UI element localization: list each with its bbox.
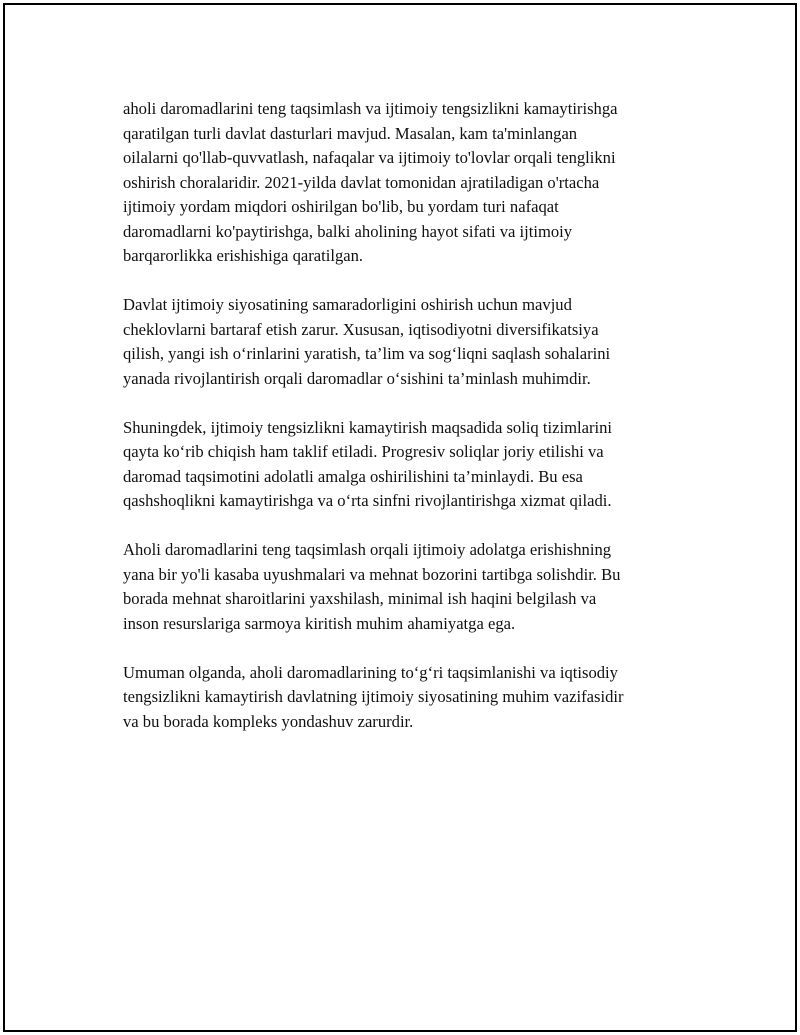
paragraph-4: Aholi daromadlarini teng taqsimlash orqali ijtimoiy adolatga erishishning yana bir yo'li kasaba uyushmalari va mehnat bozorini tartibga solishdir. Bu borada mehnat sharoitlarini yaxshilash, minimal ish haqini belgilash va inson resurslariga sarmoya kiritish muhim ahamiyatga ega. bbox=[123, 540, 621, 633]
document-body bbox=[123, 97, 703, 759]
page-border bbox=[3, 3, 797, 1032]
paragraph-5: Umuman olganda, aholi daromadlarining to‘g‘ri taqsimlanishi va iqtisodiy tengsizlikni kamaytirish davlatning ijtimoiy siyosatining muhim vazifasidir va bu borada kompleks yondashuv zarurdir. bbox=[123, 662, 624, 731]
paragraph-1: aholi daromadlarini teng taqsimlash va ijtimoiy tengsizlikni kamaytirishga qaratilgan turli davlat dasturlari mavjud. Masalan, kam ta'minlangan oilalarni qo'llab-quvvatlash, nafaqalar va ijtimoiy to'lovlar orqali tenglikni oshirish choralaridir. 2021-yilda davlat tomonidan ajratiladigan o'rtacha ijtimoiy yordam miqdori oshirilgan bo'lib, bu yordam turi nafaqat daromadlarni ko'paytirishga, balki aholining hayot sifati va ijtimoiy barqarorlikka erishishiga qaratilgan. bbox=[123, 99, 618, 265]
paragraph-3: Shuningdek, ijtimoiy tengsizlikni kamaytirish maqsadida soliq tizimlarini qayta ko‘rib chiqish ham taklif etiladi. Progresiv soliqlar joriy etilishi va daromad taqsimotini adolatli amalga oshirilishini ta’minlaydi. Bu esa qashshoqlikni kamaytirishga va o‘rta sinfni rivojlantirishga xizmat qiladi. bbox=[123, 417, 612, 510]
paragraph-2: Davlat ijtimoiy siyosatining samaradorligini oshirish uchun mavjud cheklovlarni bartaraf etish zarur. Xususan, iqtisodiyotni diversifikatsiya qilish, yangi ish o‘rinlarini yaratish, ta’lim va sog‘liqni saqlash sohalarini yanada rivojlantirish orqali daromadlar o‘sishini ta’minlash muhimdir. bbox=[123, 295, 611, 388]
